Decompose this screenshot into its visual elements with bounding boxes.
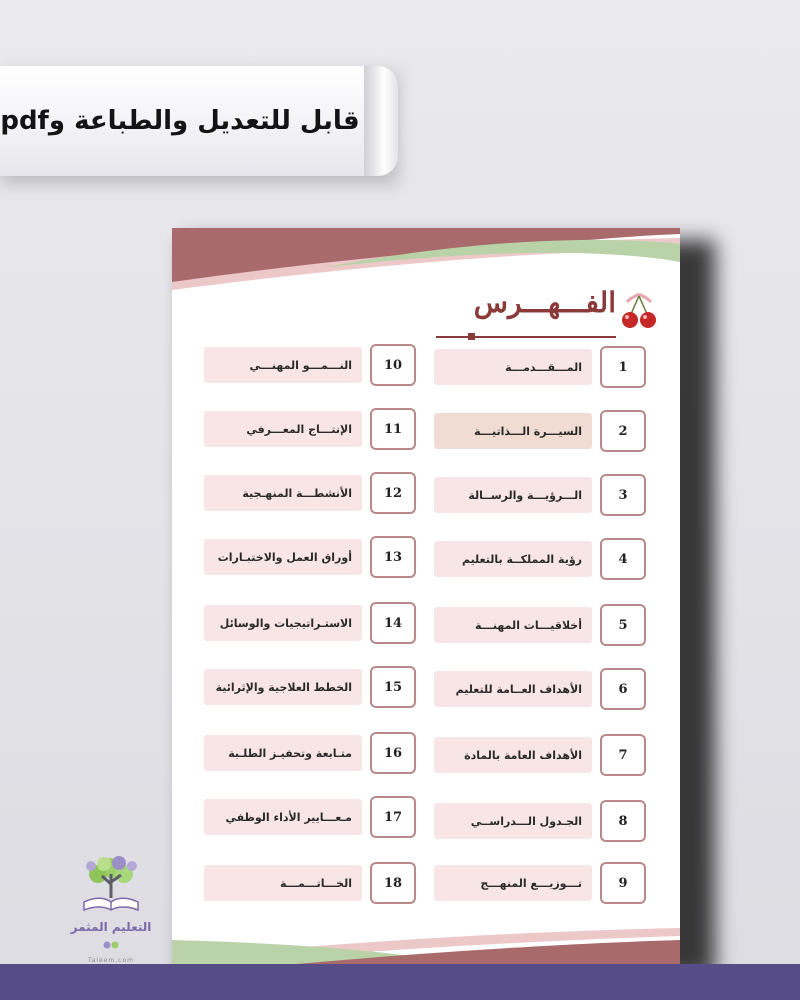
toc-item-1[interactable] (432, 346, 646, 388)
toc-item-2[interactable] (432, 410, 646, 452)
toc-label: النـــمـــو المهنـــي (204, 347, 362, 383)
toc-item-3[interactable] (432, 474, 646, 516)
footer-bar (0, 964, 800, 1000)
toc-number-box: 8 (600, 800, 646, 842)
toc-item-16[interactable] (202, 732, 416, 774)
toc-number-box: 3 (600, 474, 646, 516)
toc-number-box: 6 (600, 668, 646, 710)
toc-number-box: 5 (600, 604, 646, 646)
toc-label: تـــوزيـــع المنهـــج (434, 865, 592, 901)
toc-number-box: 15 (370, 666, 416, 708)
toc-label: الأهداف العــامة للتعليم (434, 671, 592, 707)
toc-heading (468, 286, 658, 346)
toc-item-10[interactable] (202, 344, 416, 386)
toc-number-box: 18 (370, 862, 416, 904)
toc-number-box: 7 (600, 734, 646, 776)
toc-label: الأهداف العامة بالمادة (434, 737, 592, 773)
toc-number-box: 16 (370, 732, 416, 774)
cherry-icon (620, 288, 658, 332)
site-logo (66, 852, 156, 962)
toc-label: متـابعة وتحفيـز الطلـبة (204, 735, 362, 771)
page-title: الفـــهـــرس (473, 286, 616, 319)
toc-item-18[interactable] (202, 862, 416, 904)
toc-item-11[interactable] (202, 408, 416, 450)
toc-item-7[interactable] (432, 734, 646, 776)
toc-item-8[interactable] (432, 800, 646, 842)
toc-label: الاستـراتيجيات والوسائل (204, 605, 362, 641)
toc-number-box: 13 (370, 536, 416, 578)
title-underline (436, 336, 616, 338)
toc-label: الجـدول الـــدراســي (434, 803, 592, 839)
logo-url: Taleem.com (88, 957, 134, 964)
toc-label: مـعـــايير الأداء الوظفي (204, 799, 362, 835)
toc-number-box: 17 (370, 796, 416, 838)
toc-number-box: 10 (370, 344, 416, 386)
toc-number-box: 9 (600, 862, 646, 904)
toc-label: الخـــاتـــمـــة (204, 865, 362, 901)
toc-item-5[interactable] (432, 604, 646, 646)
toc-label: أوراق العمل والاختبـارات (204, 539, 362, 575)
toc-number-box: 4 (600, 538, 646, 580)
toc-item-6[interactable] (432, 668, 646, 710)
toc-item-14[interactable] (202, 602, 416, 644)
toc-number-box: 2 (600, 410, 646, 452)
toc-item-9[interactable] (432, 862, 646, 904)
toc-item-17[interactable] (202, 796, 416, 838)
toc-number-box: 14 (370, 602, 416, 644)
toc-label: المـــقـــدمـــة (434, 349, 592, 385)
banner-text: قابل للتعديل والطباعة وpdf (0, 106, 360, 136)
toc-page (172, 228, 680, 972)
toc-item-4[interactable] (432, 538, 646, 580)
toc-item-12[interactable] (202, 472, 416, 514)
toc-label: الـــرؤيـــة والرســالة (434, 477, 592, 513)
toc-label: رؤية المملكــة بالتعليم (434, 541, 592, 577)
logo-name: التعليم المثمر (70, 920, 152, 934)
toc-label: الأنشطـــة المنهـجية (204, 475, 362, 511)
promo-banner (0, 66, 390, 176)
toc-number-box: 1 (600, 346, 646, 388)
toc-item-15[interactable] (202, 666, 416, 708)
toc-number-box: 11 (370, 408, 416, 450)
tree-book-icon (76, 852, 146, 918)
toc-label: الخطط العلاجية والإثرائية (204, 669, 362, 705)
toc-label: أخلاقيـــات المهنـــة (434, 607, 592, 643)
toc-label: الإنتـــاج المعـــرفي (204, 411, 362, 447)
title-underline-dot (468, 333, 475, 340)
logo-dots-icon (101, 941, 121, 949)
toc-item-13[interactable] (202, 536, 416, 578)
toc-label: السيـــرة الـــذاتيـــة (434, 413, 592, 449)
toc-number-box: 12 (370, 472, 416, 514)
